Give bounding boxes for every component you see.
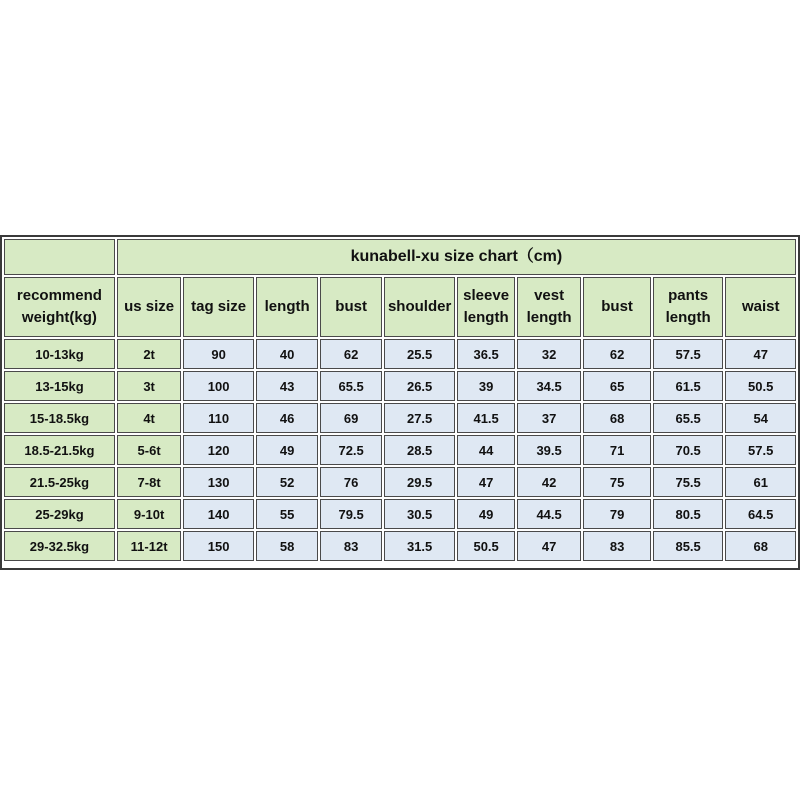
- cell-us-size: 7-8t: [117, 467, 182, 497]
- cell-pants-length: 65.5: [653, 403, 724, 433]
- cell-bust: 69: [320, 403, 381, 433]
- cell-length: 58: [256, 531, 318, 561]
- header-pants-length: pants length: [653, 277, 724, 337]
- header-us-size: us size: [117, 277, 182, 337]
- cell-us-size: 9-10t: [117, 499, 182, 529]
- header-waist: waist: [725, 277, 796, 337]
- cell-waist: 47: [725, 339, 796, 369]
- cell-waist: 64.5: [725, 499, 796, 529]
- cell-bust: 72.5: [320, 435, 381, 465]
- cell-length: 40: [256, 339, 318, 369]
- corner-cell: [4, 239, 115, 275]
- header-weight: recommend weight(kg): [4, 277, 115, 337]
- cell-bust-2: 83: [583, 531, 651, 561]
- cell-bust: 65.5: [320, 371, 381, 401]
- cell-shoulder: 30.5: [384, 499, 456, 529]
- table-row: [4, 435, 796, 465]
- header-length: length: [256, 277, 318, 337]
- cell-pants-length: 75.5: [653, 467, 724, 497]
- cell-bust-2: 79: [583, 499, 651, 529]
- cell-vest-length: 44.5: [517, 499, 582, 529]
- cell-pants-length: 85.5: [653, 531, 724, 561]
- cell-us-size: 2t: [117, 339, 182, 369]
- cell-shoulder: 25.5: [384, 339, 456, 369]
- cell-shoulder: 26.5: [384, 371, 456, 401]
- header-vest-length: vest length: [517, 277, 582, 337]
- cell-weight: 25-29kg: [4, 499, 115, 529]
- header-shoulder: shoulder: [384, 277, 456, 337]
- table-row: [4, 403, 796, 433]
- cell-tag-size: 120: [183, 435, 254, 465]
- table-row: [4, 371, 796, 401]
- cell-weight: 18.5-21.5kg: [4, 435, 115, 465]
- cell-tag-size: 130: [183, 467, 254, 497]
- cell-us-size: 5-6t: [117, 435, 182, 465]
- cell-tag-size: 110: [183, 403, 254, 433]
- cell-sleeve-length: 49: [457, 499, 514, 529]
- cell-sleeve-length: 44: [457, 435, 514, 465]
- table-row: [4, 531, 796, 561]
- cell-bust: 79.5: [320, 499, 381, 529]
- header-row: [4, 277, 796, 337]
- cell-waist: 50.5: [725, 371, 796, 401]
- cell-weight: 29-32.5kg: [4, 531, 115, 561]
- chart-title: kunabell-xu size chart（cm): [117, 239, 796, 275]
- cell-pants-length: 70.5: [653, 435, 724, 465]
- cell-weight: 21.5-25kg: [4, 467, 115, 497]
- cell-vest-length: 34.5: [517, 371, 582, 401]
- cell-bust-2: 62: [583, 339, 651, 369]
- cell-length: 43: [256, 371, 318, 401]
- cell-sleeve-length: 36.5: [457, 339, 514, 369]
- cell-waist: 57.5: [725, 435, 796, 465]
- cell-weight: 10-13kg: [4, 339, 115, 369]
- cell-tag-size: 90: [183, 339, 254, 369]
- table-row: [4, 499, 796, 529]
- cell-pants-length: 57.5: [653, 339, 724, 369]
- cell-weight: 13-15kg: [4, 371, 115, 401]
- cell-length: 49: [256, 435, 318, 465]
- cell-bust: 62: [320, 339, 381, 369]
- size-chart-table: [2, 237, 798, 563]
- cell-shoulder: 28.5: [384, 435, 456, 465]
- table-row: [4, 467, 796, 497]
- cell-vest-length: 39.5: [517, 435, 582, 465]
- cell-tag-size: 140: [183, 499, 254, 529]
- cell-weight: 15-18.5kg: [4, 403, 115, 433]
- cell-waist: 68: [725, 531, 796, 561]
- cell-sleeve-length: 39: [457, 371, 514, 401]
- cell-waist: 54: [725, 403, 796, 433]
- cell-bust-2: 75: [583, 467, 651, 497]
- cell-vest-length: 37: [517, 403, 582, 433]
- header-bust-2: bust: [583, 277, 651, 337]
- cell-vest-length: 32: [517, 339, 582, 369]
- cell-sleeve-length: 47: [457, 467, 514, 497]
- cell-sleeve-length: 50.5: [457, 531, 514, 561]
- cell-shoulder: 27.5: [384, 403, 456, 433]
- size-chart-frame: [0, 235, 800, 570]
- header-bust: bust: [320, 277, 381, 337]
- cell-tag-size: 150: [183, 531, 254, 561]
- cell-length: 46: [256, 403, 318, 433]
- cell-vest-length: 42: [517, 467, 582, 497]
- cell-tag-size: 100: [183, 371, 254, 401]
- title-row: [4, 239, 796, 275]
- cell-sleeve-length: 41.5: [457, 403, 514, 433]
- cell-vest-length: 47: [517, 531, 582, 561]
- cell-waist: 61: [725, 467, 796, 497]
- cell-us-size: 3t: [117, 371, 182, 401]
- cell-bust-2: 71: [583, 435, 651, 465]
- cell-pants-length: 80.5: [653, 499, 724, 529]
- cell-length: 52: [256, 467, 318, 497]
- cell-us-size: 11-12t: [117, 531, 182, 561]
- cell-bust-2: 65: [583, 371, 651, 401]
- cell-shoulder: 31.5: [384, 531, 456, 561]
- header-tag-size: tag size: [183, 277, 254, 337]
- cell-bust: 76: [320, 467, 381, 497]
- cell-pants-length: 61.5: [653, 371, 724, 401]
- cell-bust-2: 68: [583, 403, 651, 433]
- cell-bust: 83: [320, 531, 381, 561]
- cell-shoulder: 29.5: [384, 467, 456, 497]
- cell-us-size: 4t: [117, 403, 182, 433]
- table-row: [4, 339, 796, 369]
- cell-length: 55: [256, 499, 318, 529]
- header-sleeve-length: sleeve length: [457, 277, 514, 337]
